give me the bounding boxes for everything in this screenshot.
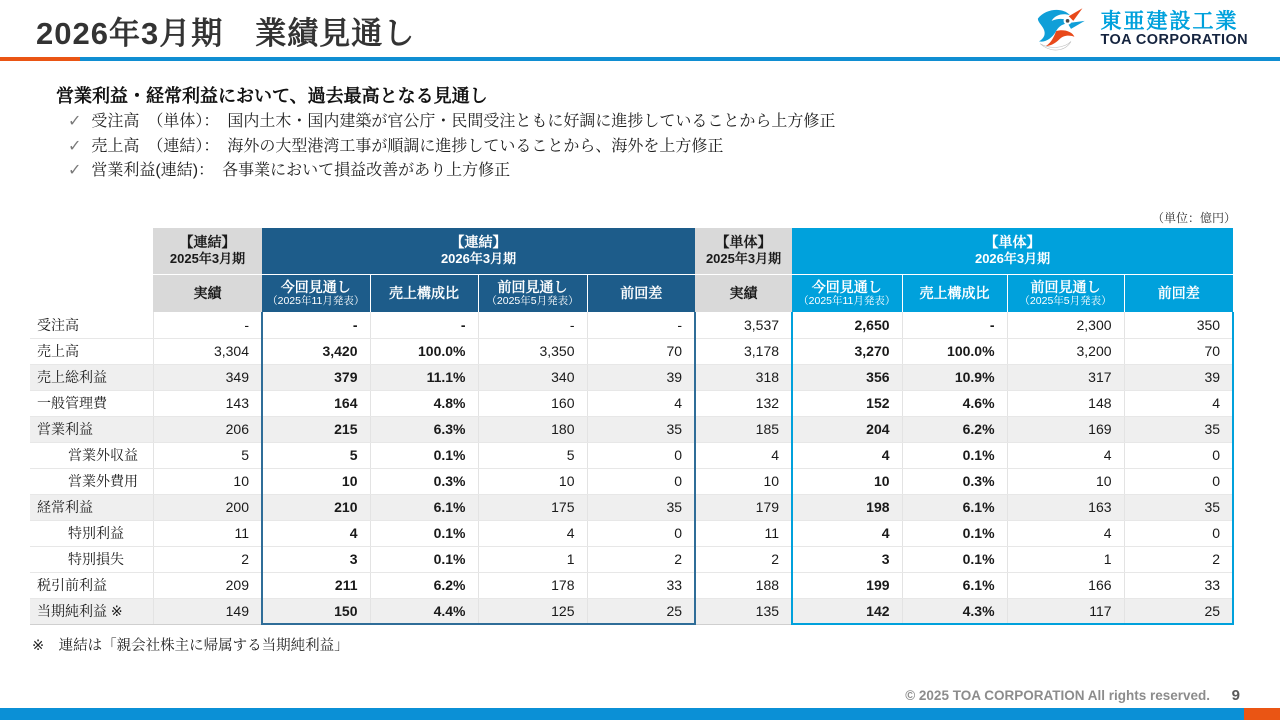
- value-cell: 3: [262, 546, 370, 572]
- value-cell: 4.3%: [902, 598, 1007, 624]
- value-cell: 2,300: [1007, 312, 1124, 338]
- bottom-bar: [0, 708, 1280, 720]
- value-cell: 3,178: [695, 338, 792, 364]
- value-cell: 11: [695, 520, 792, 546]
- value-cell: 70: [587, 338, 695, 364]
- value-cell: 4: [478, 520, 587, 546]
- value-cell: 4.8%: [370, 390, 478, 416]
- value-cell: 2,650: [792, 312, 902, 338]
- column-header-actual: 実績: [153, 274, 262, 312]
- value-cell: 6.2%: [902, 416, 1007, 442]
- header-line: 【単体】: [715, 234, 772, 251]
- value-cell: 204: [792, 416, 902, 442]
- consolidated-forecast-header: [262, 228, 695, 274]
- corner-cell: [30, 274, 153, 312]
- column-header-current-forecast: [792, 274, 902, 312]
- row-label: 経常利益: [30, 494, 153, 520]
- row-label: 当期純利益 ※: [30, 598, 153, 624]
- table-row: [30, 494, 1233, 520]
- value-cell: 100.0%: [370, 338, 478, 364]
- value-cell: 3,537: [695, 312, 792, 338]
- corner-cell: [30, 228, 153, 274]
- value-cell: 3,350: [478, 338, 587, 364]
- value-cell: 3,304: [153, 338, 262, 364]
- value-cell: 11.1%: [370, 364, 478, 390]
- value-cell: 1: [478, 546, 587, 572]
- value-cell: 199: [792, 572, 902, 598]
- value-cell: 179: [695, 494, 792, 520]
- table-row: [30, 416, 1233, 442]
- value-cell: 340: [478, 364, 587, 390]
- value-cell: 142: [792, 598, 902, 624]
- logo-text: [1100, 11, 1248, 48]
- header-line: 今回見通し: [280, 278, 351, 295]
- value-cell: 10: [695, 468, 792, 494]
- value-cell: 209: [153, 572, 262, 598]
- value-cell: 152: [792, 390, 902, 416]
- value-cell: 5: [262, 442, 370, 468]
- table-header-row-groups: [30, 228, 1233, 274]
- header-line: 2026年3月期: [974, 251, 1051, 267]
- value-cell: 180: [478, 416, 587, 442]
- header-line: 売上構成比: [389, 285, 459, 302]
- table-row: [30, 338, 1233, 364]
- value-cell: 2: [1124, 546, 1233, 572]
- value-cell: 0.1%: [370, 520, 478, 546]
- value-cell: 4: [1007, 442, 1124, 468]
- value-cell: -: [370, 312, 478, 338]
- value-cell: 210: [262, 494, 370, 520]
- lead-heading: 営業利益・経常利益において、過去最高となる見通し: [56, 86, 488, 106]
- check-icon: ✓: [68, 113, 82, 130]
- value-cell: 356: [792, 364, 902, 390]
- value-cell: 10.9%: [902, 364, 1007, 390]
- value-cell: 125: [478, 598, 587, 624]
- header-line: 売上構成比: [919, 285, 990, 302]
- bullet-item: [68, 135, 835, 160]
- unit-note: （単位：億円）: [1151, 211, 1236, 225]
- value-cell: 2: [587, 546, 695, 572]
- value-cell: 11: [153, 520, 262, 546]
- value-cell: 143: [153, 390, 262, 416]
- table-row: [30, 442, 1233, 468]
- value-cell: 178: [478, 572, 587, 598]
- standalone-actual-header: [695, 228, 792, 274]
- value-cell: 6.1%: [902, 494, 1007, 520]
- company-logo: [1034, 6, 1248, 54]
- value-cell: 6.1%: [370, 494, 478, 520]
- header-line: （2025年5月発表）: [1019, 294, 1112, 307]
- header-line: 2026年3月期: [440, 251, 517, 267]
- forecast-table: [30, 228, 1234, 625]
- value-cell: 3: [792, 546, 902, 572]
- column-header-actual: 実績: [695, 274, 792, 312]
- bullet-list: [68, 110, 835, 184]
- column-header-previous-diff: [1124, 274, 1233, 312]
- value-cell: 4.6%: [902, 390, 1007, 416]
- header-line: 【単体】: [984, 234, 1041, 251]
- value-cell: 5: [153, 442, 262, 468]
- value-cell: 379: [262, 364, 370, 390]
- page-number: 9: [1231, 687, 1240, 704]
- table-header-row-columns: [30, 274, 1233, 312]
- consolidated-actual-header: [153, 228, 262, 274]
- value-cell: 10: [1007, 468, 1124, 494]
- value-cell: 5: [478, 442, 587, 468]
- value-cell: 349: [153, 364, 262, 390]
- value-cell: 150: [262, 598, 370, 624]
- value-cell: 4: [792, 442, 902, 468]
- check-icon: ✓: [68, 162, 82, 179]
- value-cell: 2: [153, 546, 262, 572]
- header-line: 2025年3月期: [169, 251, 246, 267]
- column-header-current-forecast: [262, 274, 370, 312]
- value-cell: 160: [478, 390, 587, 416]
- value-cell: 4.4%: [370, 598, 478, 624]
- row-label: 営業外費用: [30, 468, 153, 494]
- column-header-previous-forecast: [478, 274, 587, 312]
- column-header-sales-ratio: [902, 274, 1007, 312]
- value-cell: 70: [1124, 338, 1233, 364]
- value-cell: 4: [792, 520, 902, 546]
- value-cell: 4: [262, 520, 370, 546]
- row-label: 特別利益: [30, 520, 153, 546]
- value-cell: 0: [587, 442, 695, 468]
- value-cell: 148: [1007, 390, 1124, 416]
- value-cell: 6.2%: [370, 572, 478, 598]
- row-label: 営業利益: [30, 416, 153, 442]
- value-cell: 0: [587, 520, 695, 546]
- header-line: 2025年3月期: [705, 251, 782, 267]
- value-cell: 33: [587, 572, 695, 598]
- logo-company-en: TOA CORPORATION: [1100, 32, 1248, 49]
- table-row: [30, 572, 1233, 598]
- row-label: 売上総利益: [30, 364, 153, 390]
- table-row: [30, 390, 1233, 416]
- bottom-bar-orange-accent: [1244, 708, 1280, 720]
- header-line: 前回差: [1157, 285, 1200, 302]
- row-label: 一般管理費: [30, 390, 153, 416]
- bullet-text: 営業利益(連結)： 各事業において損益改善があり上方修正: [91, 162, 511, 179]
- row-label: 税引前利益: [30, 572, 153, 598]
- value-cell: 135: [695, 598, 792, 624]
- value-cell: 0: [1124, 468, 1233, 494]
- value-cell: 0: [1124, 442, 1233, 468]
- value-cell: -: [262, 312, 370, 338]
- value-cell: 100.0%: [902, 338, 1007, 364]
- value-cell: 10: [262, 468, 370, 494]
- value-cell: 6.1%: [902, 572, 1007, 598]
- value-cell: 188: [695, 572, 792, 598]
- header-divider-orange-accent: [0, 57, 80, 61]
- value-cell: 35: [587, 494, 695, 520]
- forecast-table-wrap: [30, 228, 1234, 625]
- check-icon: ✓: [68, 137, 82, 155]
- value-cell: 0.3%: [370, 468, 478, 494]
- value-cell: 185: [695, 416, 792, 442]
- value-cell: 169: [1007, 416, 1124, 442]
- value-cell: 211: [262, 572, 370, 598]
- row-label: 売上高: [30, 338, 153, 364]
- table-row: [30, 546, 1233, 572]
- value-cell: 3,420: [262, 338, 370, 364]
- header-line: （2025年11月発表）: [798, 294, 896, 307]
- value-cell: 25: [587, 598, 695, 624]
- standalone-forecast-header: [792, 228, 1233, 274]
- table-row: [30, 312, 1233, 338]
- value-cell: 198: [792, 494, 902, 520]
- column-header-previous-diff: [587, 274, 695, 312]
- value-cell: 317: [1007, 364, 1124, 390]
- swallow-logo-icon: [1034, 6, 1092, 54]
- value-cell: 10: [478, 468, 587, 494]
- value-cell: 0.3%: [902, 468, 1007, 494]
- table-row: [30, 364, 1233, 390]
- value-cell: 0.1%: [370, 442, 478, 468]
- table-row: [30, 598, 1233, 624]
- value-cell: 132: [695, 390, 792, 416]
- header-line: 前回見通し: [1030, 278, 1101, 295]
- value-cell: 3,200: [1007, 338, 1124, 364]
- value-cell: 39: [1124, 364, 1233, 390]
- value-cell: 4: [695, 442, 792, 468]
- bullet-text: 受注高 （単体）： 国内土木・国内建築が官公庁・民間受注ともに好調に進捗していることから上方修正: [91, 113, 836, 130]
- value-cell: -: [902, 312, 1007, 338]
- header-line: （2025年11月発表）: [267, 294, 365, 307]
- bullet-item: [68, 159, 835, 184]
- value-cell: 4: [587, 390, 695, 416]
- value-cell: -: [153, 312, 262, 338]
- row-label: 特別損失: [30, 546, 153, 572]
- row-label: 受注高: [30, 312, 153, 338]
- value-cell: -: [478, 312, 587, 338]
- value-cell: 6.3%: [370, 416, 478, 442]
- value-cell: 206: [153, 416, 262, 442]
- footnote: ※ 連結は「親会社株主に帰属する当期純利益」: [32, 638, 349, 654]
- header-line: 今回見通し: [811, 278, 882, 295]
- value-cell: 10: [153, 468, 262, 494]
- header-line: 前回差: [620, 285, 663, 302]
- value-cell: 149: [153, 598, 262, 624]
- value-cell: -: [587, 312, 695, 338]
- value-cell: 0.1%: [902, 442, 1007, 468]
- table-body: [30, 312, 1233, 624]
- table-row: [30, 468, 1233, 494]
- value-cell: 4: [1007, 520, 1124, 546]
- value-cell: 0.1%: [370, 546, 478, 572]
- value-cell: 1: [1007, 546, 1124, 572]
- table-row: [30, 520, 1233, 546]
- column-header-sales-ratio: [370, 274, 478, 312]
- value-cell: 0.1%: [902, 520, 1007, 546]
- header-line: 【連結】: [179, 234, 236, 251]
- header-line: 【連結】: [450, 234, 507, 251]
- value-cell: 0.1%: [902, 546, 1007, 572]
- value-cell: 3,270: [792, 338, 902, 364]
- value-cell: 215: [262, 416, 370, 442]
- header-line: 前回見通し: [497, 278, 568, 295]
- row-label: 営業外収益: [30, 442, 153, 468]
- page-title: 2026年3月期 業績見通し: [36, 16, 416, 51]
- value-cell: 117: [1007, 598, 1124, 624]
- value-cell: 35: [1124, 494, 1233, 520]
- value-cell: 10: [792, 468, 902, 494]
- value-cell: 33: [1124, 572, 1233, 598]
- value-cell: 164: [262, 390, 370, 416]
- header-line: （2025年5月発表）: [486, 294, 579, 307]
- bullet-text: 売上高 （連結）： 海外の大型港湾工事が順調に進捗していることから、海外を上方修正: [91, 137, 724, 155]
- value-cell: 175: [478, 494, 587, 520]
- value-cell: 0: [1124, 520, 1233, 546]
- value-cell: 35: [587, 416, 695, 442]
- value-cell: 25: [1124, 598, 1233, 624]
- logo-company-ja: 東亜建設工業: [1100, 10, 1239, 34]
- value-cell: 2: [695, 546, 792, 572]
- value-cell: 4: [1124, 390, 1233, 416]
- value-cell: 39: [587, 364, 695, 390]
- value-cell: 200: [153, 494, 262, 520]
- header-divider: [0, 57, 1280, 61]
- value-cell: 166: [1007, 572, 1124, 598]
- value-cell: 163: [1007, 494, 1124, 520]
- column-header-previous-forecast: [1007, 274, 1124, 312]
- value-cell: 318: [695, 364, 792, 390]
- copyright: © 2025 TOA CORPORATION All rights reserved.: [905, 688, 1210, 703]
- value-cell: 35: [1124, 416, 1233, 442]
- bullet-item: [68, 110, 835, 135]
- value-cell: 350: [1124, 312, 1233, 338]
- value-cell: 0: [587, 468, 695, 494]
